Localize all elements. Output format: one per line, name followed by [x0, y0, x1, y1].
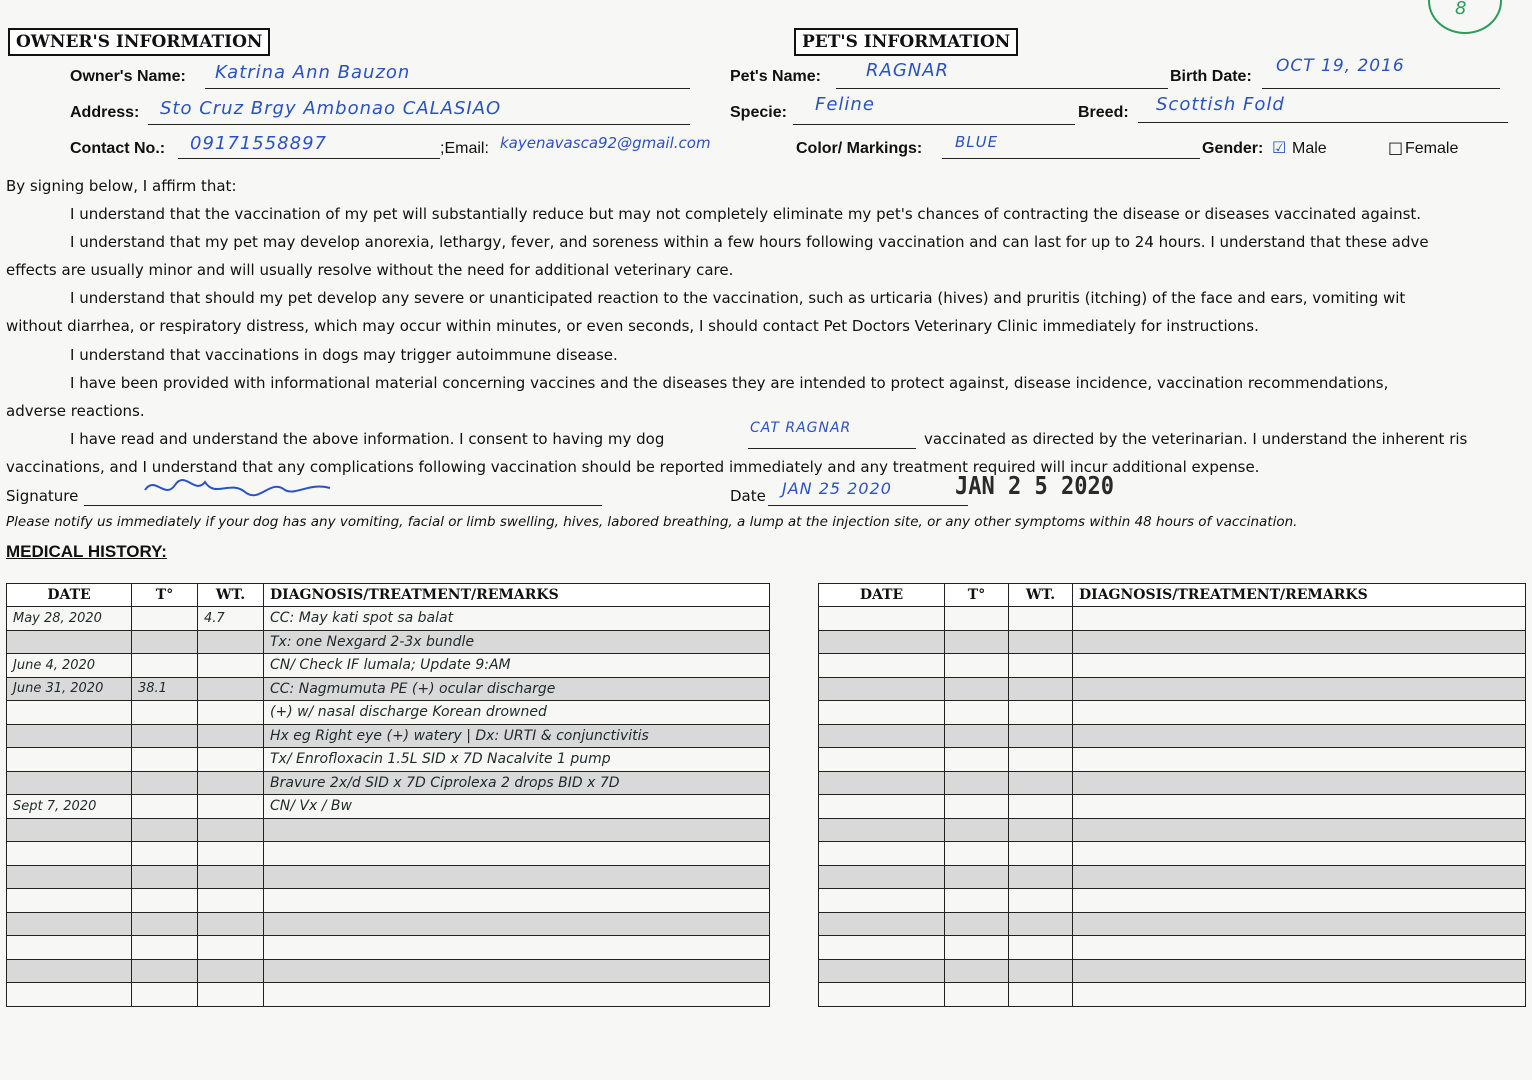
- cell-temp: [945, 936, 1009, 960]
- owner-name-label: Owner's Name:: [70, 68, 186, 85]
- cell-temp: [132, 724, 198, 748]
- cell-date: [7, 795, 132, 819]
- table-row: [7, 724, 770, 748]
- female-label: Female: [1405, 140, 1459, 157]
- cell-wt: [198, 889, 264, 913]
- paragraph-2a: I understand that my pet may develop anorexia, lethargy, fever, and soreness within a few hours following vaccination and can last for up to 24 hours. I understand that these adve: [70, 233, 1429, 251]
- cell-date: [7, 630, 132, 654]
- cell-date: [819, 701, 945, 725]
- date-label: Date: [730, 487, 766, 505]
- table-row: [7, 771, 770, 795]
- cell-remarks: [1073, 771, 1526, 795]
- paragraph-4: I understand that vaccinations in dogs may trigger autoimmune disease.: [70, 346, 618, 364]
- entry-date: May 28, 2020: [13, 610, 102, 626]
- pet-name-label: Pet's Name:: [730, 68, 821, 85]
- entry-remarks: Tx/ Enrofloxacin 1.5L SID x 7D Nacalvite 1 pump: [270, 751, 611, 768]
- cell-wt: [1009, 795, 1073, 819]
- cell-temp: [132, 959, 198, 983]
- email-label: ;Email:: [440, 140, 489, 157]
- contact-line: [178, 158, 440, 159]
- cell-wt: [198, 771, 264, 795]
- cell-wt: [1009, 654, 1073, 678]
- cell-date: [7, 842, 132, 866]
- cell-remarks: [264, 748, 770, 772]
- cell-wt: [1009, 607, 1073, 631]
- cell-wt: [1009, 865, 1073, 889]
- cell-remarks: [264, 959, 770, 983]
- cell-wt: [1009, 630, 1073, 654]
- table-row: [819, 842, 1526, 866]
- cell-date: [819, 912, 945, 936]
- contact-value: 09171558897: [190, 133, 327, 154]
- cell-date: [819, 936, 945, 960]
- cell-wt: [198, 818, 264, 842]
- owner-name-line: [205, 88, 690, 89]
- paragraph-6a-post: vaccinated as directed by the veterinarian. I understand the inherent ris: [924, 430, 1468, 448]
- cell-date: [7, 724, 132, 748]
- cell-wt: [1009, 677, 1073, 701]
- cell-remarks: [1073, 983, 1526, 1007]
- table-row: [7, 889, 770, 913]
- table-row: [7, 936, 770, 960]
- color-markings-value: BLUE: [955, 133, 999, 151]
- cell-temp: [945, 724, 1009, 748]
- table-row: [819, 912, 1526, 936]
- cell-wt: [1009, 818, 1073, 842]
- cell-date: [819, 654, 945, 678]
- cell-temp: [945, 771, 1009, 795]
- email-value: kayenavasca92@gmail.com: [500, 134, 711, 152]
- table-row: [7, 630, 770, 654]
- cell-date: [819, 724, 945, 748]
- paragraph-1: I understand that the vaccination of my pet will substantially reduce but may not completely eliminate my pet's chances of contracting the disease or diseases vaccinated against.: [70, 205, 1422, 223]
- cell-wt: [1009, 724, 1073, 748]
- entry-remarks: Bravure 2x/d SID x 7D Ciprolexa 2 drops BID x 7D: [270, 774, 620, 791]
- paragraph-5a: I have been provided with informational material concerning vaccines and the diseases they are intended to protect against, disease incidence, vaccination recommendations,: [70, 374, 1389, 392]
- cell-temp: [945, 889, 1009, 913]
- color-markings-label: Color/ Markings:: [796, 140, 923, 157]
- specie-label: Specie:: [730, 104, 787, 121]
- cell-remarks: [1073, 959, 1526, 983]
- table-row: [819, 748, 1526, 772]
- pet-name-line: [836, 88, 1168, 89]
- cell-date: [7, 959, 132, 983]
- cell-temp: [945, 818, 1009, 842]
- table-row: [819, 701, 1526, 725]
- cell-remarks: [1073, 936, 1526, 960]
- table-row: [7, 607, 770, 631]
- entry-remarks: Hx eg Right eye (+) watery | Dx: URTI & conjunctivitis: [270, 727, 649, 744]
- cell-wt: [1009, 889, 1073, 913]
- address-label: Address:: [70, 104, 140, 121]
- cell-temp: [945, 630, 1009, 654]
- date-value: JAN 25 2020: [782, 479, 892, 498]
- cell-remarks: [1073, 630, 1526, 654]
- cell-date: [7, 818, 132, 842]
- signature-label: Signature: [6, 487, 79, 505]
- cell-temp: [132, 936, 198, 960]
- cell-temp: [132, 842, 198, 866]
- pet-info-heading: PET'S INFORMATION: [794, 28, 1018, 56]
- table-row: [819, 795, 1526, 819]
- table-row: [819, 983, 1526, 1007]
- dog-name-line: [748, 448, 916, 449]
- entry-remarks: CN/ Vx / Bw: [270, 798, 352, 815]
- pet-name-value: RAGNAR: [866, 60, 950, 81]
- cell-remarks: [1073, 912, 1526, 936]
- specie-line: [793, 124, 1075, 125]
- cell-remarks: [264, 654, 770, 678]
- cell-temp: [132, 889, 198, 913]
- cell-date: [819, 771, 945, 795]
- cell-date: [819, 959, 945, 983]
- cell-remarks: [1073, 701, 1526, 725]
- cell-wt: [198, 936, 264, 960]
- cell-remarks: [264, 677, 770, 701]
- cell-wt: [198, 607, 264, 631]
- paragraph-2b: effects are usually minor and will usually resolve without the need for additional veterinary care.: [6, 261, 734, 279]
- color-markings-line: [942, 158, 1200, 159]
- owner-info-heading: OWNER'S INFORMATION: [8, 28, 270, 56]
- table-row: [7, 983, 770, 1007]
- table-row: [819, 889, 1526, 913]
- cell-wt: [1009, 842, 1073, 866]
- male-label: Male: [1292, 140, 1327, 157]
- cell-date: [819, 795, 945, 819]
- cell-temp: [132, 654, 198, 678]
- cell-remarks: [1073, 724, 1526, 748]
- cell-remarks: [1073, 677, 1526, 701]
- col-date: DATE: [7, 584, 132, 607]
- cell-date: [819, 748, 945, 772]
- breed-label: Breed:: [1078, 104, 1129, 121]
- cell-remarks: [1073, 654, 1526, 678]
- cell-date: [7, 912, 132, 936]
- address-value: Sto Cruz Brgy Ambonao CALASIAO: [160, 98, 502, 119]
- female-checkbox[interactable]: □: [1388, 138, 1404, 157]
- cell-remarks: [264, 818, 770, 842]
- cell-date: [7, 771, 132, 795]
- paragraph-3a: I understand that should my pet develop any severe or unanticipated reaction to the vaccination, such as urticaria (hives) and pruritis (itching) of the face and ears, vomiting wit: [70, 289, 1406, 307]
- cell-date: [819, 818, 945, 842]
- paragraph-5b: adverse reactions.: [6, 402, 145, 420]
- cell-temp: [132, 983, 198, 1007]
- col-weight: WT.: [1009, 584, 1073, 607]
- cell-remarks: [1073, 795, 1526, 819]
- cell-temp: [945, 748, 1009, 772]
- cell-remarks: [264, 630, 770, 654]
- cell-wt: [198, 842, 264, 866]
- col-date: DATE: [819, 584, 945, 607]
- signature-scrawl: [140, 470, 340, 506]
- table-row: [7, 677, 770, 701]
- cell-remarks: [1073, 748, 1526, 772]
- cell-date: [819, 677, 945, 701]
- cell-wt: [198, 795, 264, 819]
- cell-remarks: [264, 865, 770, 889]
- cell-remarks: [264, 724, 770, 748]
- table-row: [7, 912, 770, 936]
- entry-temp: 38.1: [138, 681, 167, 697]
- medical-history-table-left: [6, 583, 770, 1007]
- table-row: [7, 654, 770, 678]
- corner-mark: 8: [1455, 0, 1468, 19]
- breed-line: [1138, 122, 1508, 123]
- cell-date: [7, 677, 132, 701]
- cell-temp: [945, 842, 1009, 866]
- cell-wt: [198, 654, 264, 678]
- cell-remarks: [1073, 607, 1526, 631]
- cell-temp: [945, 701, 1009, 725]
- cell-remarks: [264, 936, 770, 960]
- col-temp: T°: [132, 584, 198, 607]
- contact-label: Contact No.:: [70, 140, 166, 157]
- cell-date: [819, 865, 945, 889]
- cell-temp: [132, 771, 198, 795]
- breed-value: Scottish Fold: [1156, 94, 1285, 115]
- cell-temp: [945, 654, 1009, 678]
- table-row: [819, 630, 1526, 654]
- gender-label: Gender:: [1202, 140, 1264, 157]
- cell-temp: [945, 912, 1009, 936]
- cell-temp: [132, 748, 198, 772]
- cell-temp: [132, 795, 198, 819]
- cell-wt: [1009, 936, 1073, 960]
- cell-remarks: [1073, 865, 1526, 889]
- cell-remarks: [264, 983, 770, 1007]
- cell-temp: [945, 865, 1009, 889]
- cell-date: [819, 607, 945, 631]
- entry-date: June 31, 2020: [13, 681, 104, 697]
- table-row: [819, 677, 1526, 701]
- cell-wt: [198, 701, 264, 725]
- col-remarks: DIAGNOSIS/TREATMENT/REMARKS: [264, 584, 770, 607]
- cell-wt: [1009, 959, 1073, 983]
- cell-temp: [132, 701, 198, 725]
- table-row: [7, 748, 770, 772]
- entry-date: Sept 7, 2020: [13, 798, 97, 814]
- cell-date: [7, 983, 132, 1007]
- cell-date: [7, 654, 132, 678]
- cell-remarks: [264, 701, 770, 725]
- cell-wt: [198, 724, 264, 748]
- col-weight: WT.: [198, 584, 264, 607]
- date-line: [768, 505, 968, 506]
- table-row: [819, 959, 1526, 983]
- specie-value: Feline: [815, 94, 875, 115]
- cell-date: [7, 936, 132, 960]
- table-row: [7, 818, 770, 842]
- entry-remarks: (+) w/ nasal discharge Korean drowned: [270, 704, 547, 721]
- entry-date: June 4, 2020: [13, 657, 96, 673]
- cell-wt: [1009, 983, 1073, 1007]
- birth-date-label: Birth Date:: [1170, 68, 1252, 85]
- cell-remarks: [264, 842, 770, 866]
- entry-remarks: CN/ Check IF lumala; Update 9:AM: [270, 657, 511, 674]
- cell-wt: [1009, 748, 1073, 772]
- table-row: [7, 795, 770, 819]
- table-row: [819, 865, 1526, 889]
- col-temp: T°: [945, 584, 1009, 607]
- cell-remarks: [1073, 889, 1526, 913]
- cell-temp: [132, 818, 198, 842]
- cell-temp: [132, 677, 198, 701]
- table-row: [819, 654, 1526, 678]
- cell-date: [7, 889, 132, 913]
- male-checkbox[interactable]: ☑: [1272, 138, 1287, 157]
- cell-remarks: [264, 912, 770, 936]
- paragraph-6b: vaccinations, and I understand that any complications following vaccination should be reported immediately and any treatment required will incur additional expense.: [6, 458, 1260, 476]
- owner-name-value: Katrina Ann Bauzon: [215, 62, 411, 83]
- table-row: [819, 607, 1526, 631]
- table-row: [819, 936, 1526, 960]
- medical-history-table-right: [818, 583, 1526, 1007]
- cell-wt: [198, 912, 264, 936]
- paragraph-3b: without diarrhea, or respiratory distress, which may occur within minutes, or even seconds, I should contact Pet Doctors Veterinary Clinic immediately for instructions.: [6, 317, 1259, 335]
- cell-temp: [132, 630, 198, 654]
- cell-temp: [132, 607, 198, 631]
- cell-wt: [1009, 912, 1073, 936]
- cell-temp: [945, 607, 1009, 631]
- date-stamp: JAN 2 5 2020: [955, 472, 1114, 501]
- cell-wt: [198, 677, 264, 701]
- cell-date: [7, 865, 132, 889]
- cell-wt: [198, 983, 264, 1007]
- table-row: [819, 724, 1526, 748]
- table-row: [7, 842, 770, 866]
- cell-remarks: [1073, 818, 1526, 842]
- table-row: [7, 865, 770, 889]
- cell-temp: [945, 983, 1009, 1007]
- cell-wt: [198, 630, 264, 654]
- cell-date: [7, 607, 132, 631]
- cell-temp: [132, 865, 198, 889]
- cell-date: [819, 630, 945, 654]
- cell-temp: [945, 959, 1009, 983]
- entry-remarks: CC: May kati spot sa balat: [270, 610, 454, 627]
- birth-date-value: OCT 19, 2016: [1276, 56, 1405, 76]
- cell-temp: [132, 912, 198, 936]
- cell-remarks: [264, 771, 770, 795]
- cell-remarks: [1073, 842, 1526, 866]
- entry-remarks: Tx: one Nexgard 2-3x bundle: [270, 633, 475, 650]
- cell-date: [819, 983, 945, 1007]
- cell-remarks: [264, 607, 770, 631]
- table-row: [7, 701, 770, 725]
- entry-remarks: CC: Nagmumuta PE (+) ocular discharge: [270, 680, 556, 697]
- cell-date: [7, 701, 132, 725]
- medical-history-title: MEDICAL HISTORY:: [6, 542, 167, 561]
- col-remarks: DIAGNOSIS/TREATMENT/REMARKS: [1073, 584, 1526, 607]
- cell-temp: [945, 795, 1009, 819]
- cell-wt: [198, 865, 264, 889]
- cell-date: [819, 889, 945, 913]
- cell-date: [7, 748, 132, 772]
- cell-wt: [1009, 701, 1073, 725]
- birth-date-line: [1262, 88, 1500, 89]
- address-line: [148, 124, 690, 125]
- cell-remarks: [264, 889, 770, 913]
- entry-wt: 4.7: [204, 610, 225, 626]
- dog-name-value: CAT RAGNAR: [750, 420, 852, 436]
- affirm-intro: By signing below, I affirm that:: [6, 177, 237, 195]
- cell-date: [819, 842, 945, 866]
- table-row: [7, 959, 770, 983]
- notice-text: Please notify us immediately if your dog has any vomiting, facial or limb swelling, hives, labored breathing, a lump at the injection site, or any other symptoms within 48 hours of vaccination.: [6, 514, 1298, 530]
- table-row: [819, 771, 1526, 795]
- paragraph-6a-pre: I have read and understand the above information. I consent to having my dog: [70, 430, 665, 448]
- cell-temp: [945, 677, 1009, 701]
- cell-wt: [1009, 771, 1073, 795]
- table-row: [819, 818, 1526, 842]
- cell-wt: [198, 959, 264, 983]
- cell-wt: [198, 748, 264, 772]
- cell-remarks: [264, 795, 770, 819]
